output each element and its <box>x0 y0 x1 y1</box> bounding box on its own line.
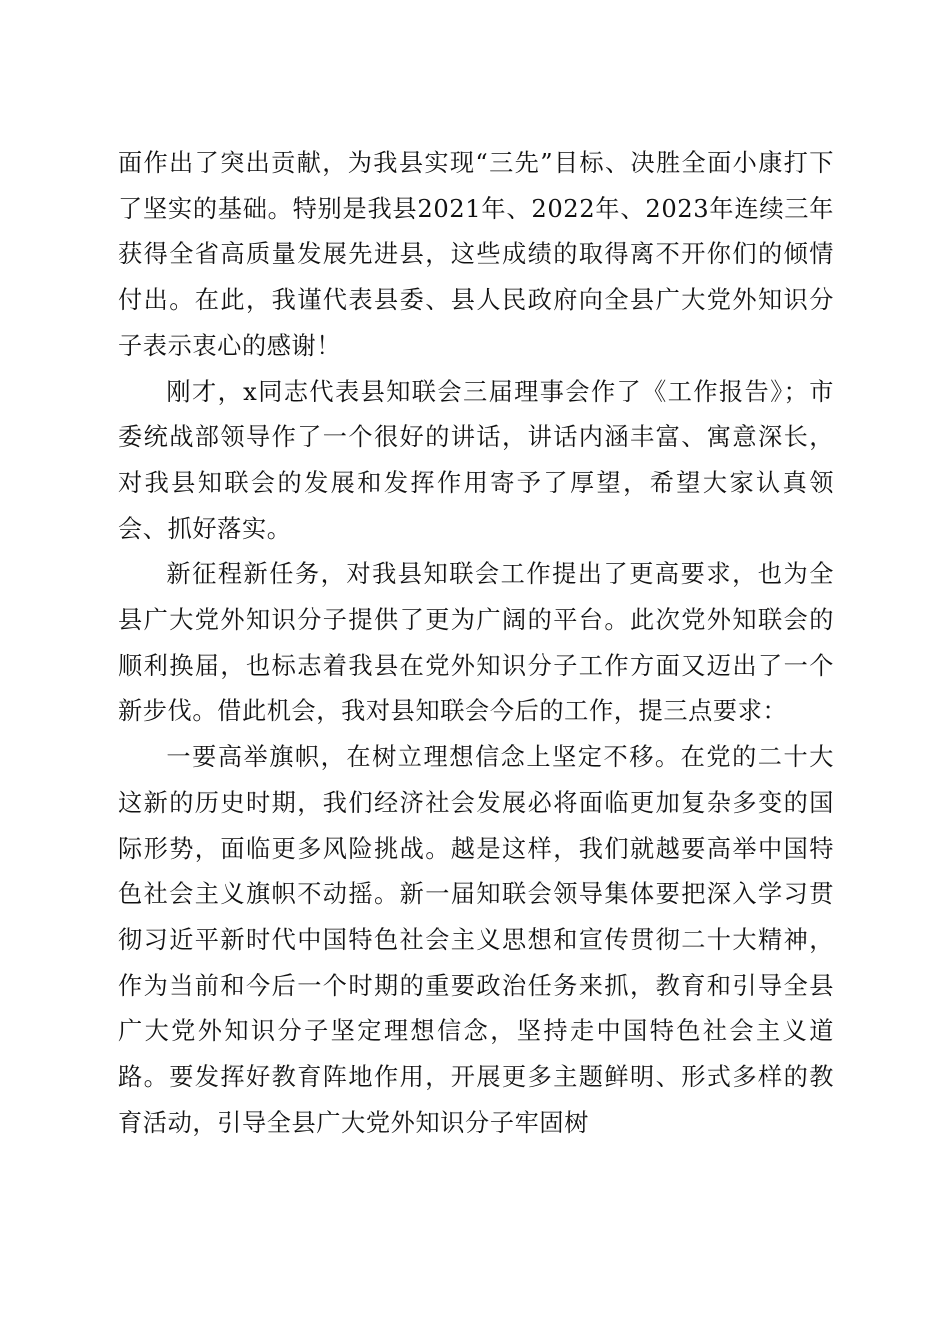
paragraph-3: 新征程新任务，对我县知联会工作提出了更高要求，也为全县广大党外知识分子提供了更为广阔的平台。此次党外知联会的顺利换届，也标志着我县在党外知识分子工作方面又迈出了一个新步伐。借此机会，我对县知联会今后的工作，提三点要求： <box>118 560 834 726</box>
paragraph-2: 刚才，x同志代表县知联会三届理事会作了《工作报告》；市委统战部领导作了一个很好的讲话，讲话内涵丰富、寓意深长，对我县知联会的发展和发挥作用寄予了厚望，希望大家认真领会、抓好落实。 <box>118 377 834 543</box>
document-page <box>118 141 834 1146</box>
paragraph-4: 一要高举旗帜，在树立理想信念上坚定不移。在党的二十大这新的历史时期，我们经济社会发展必将面临更加复杂多变的国际形势，面临更多风险挑战。越是这样，我们就越要高举中国特色社会主义旗帜不动摇。新一届知联会领导集体要把深入学习贯彻习近平新时代中国特色社会主义思想和宣传贯彻二十大精神，作为当前和今后一个时期的重要政治任务来抓，教育和引导全县广大党外知识分子坚定理想信念，坚持走中国特色社会主义道路。要发挥好教育阵地作用，开展更多主题鲜明、形式多样的教育活动，引导全县广大党外知识分子牢固树 <box>118 743 834 1137</box>
paragraph-1: 面作出了突出贡献，为我县实现“三先”目标、决胜全面小康打下了坚实的基础。特别是我县2021年、2022年、2023年连续三年获得全省高质量发展先进县，这些成绩的取得离不开你们的倾情付出。在此，我谨代表县委、县人民政府向全县广大党外知识分子表示衷心的感谢！ <box>118 149 834 360</box>
